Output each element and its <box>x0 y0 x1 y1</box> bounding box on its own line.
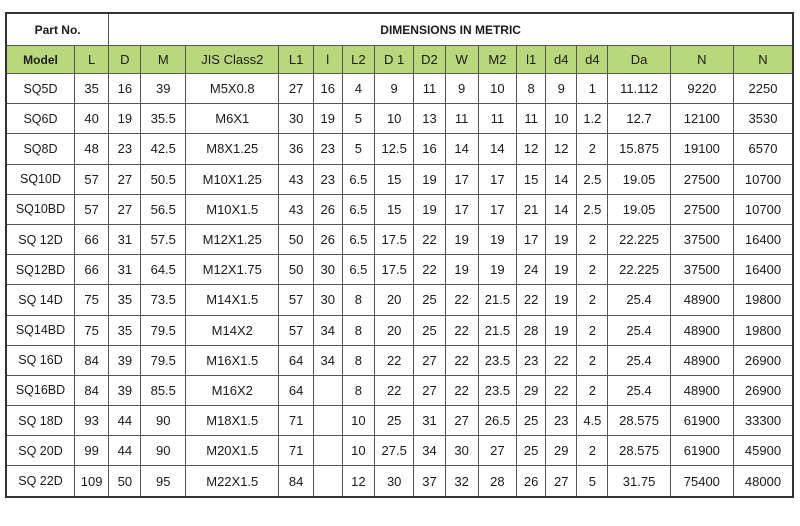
dimension-cell: 34 <box>313 345 342 375</box>
dimension-cell: 84 <box>75 345 109 375</box>
dimension-cell: 26 <box>313 224 342 254</box>
dimension-cell: 71 <box>279 436 313 466</box>
dimension-cell: 50 <box>279 224 313 254</box>
column-header: l <box>313 46 342 74</box>
dimension-cell: 33300 <box>734 406 794 436</box>
dimension-cell: 1 <box>577 74 608 104</box>
dimension-cell: 50 <box>109 466 141 497</box>
column-header: L2 <box>342 46 374 74</box>
part-number-cell: SQ 16D <box>6 345 75 375</box>
dimension-cell: 17.5 <box>374 255 413 285</box>
part-number-cell: SQ8D <box>6 134 75 164</box>
dimension-cell: 14 <box>546 194 577 224</box>
dimension-cell: M20X1.5 <box>186 436 279 466</box>
dimension-cell: 27 <box>109 164 141 194</box>
dimension-cell: 17 <box>445 164 478 194</box>
dimension-cell <box>313 375 342 405</box>
dimension-cell: 57.5 <box>141 224 186 254</box>
dimension-cell: 19 <box>546 224 577 254</box>
dimension-cell: 56.5 <box>141 194 186 224</box>
column-header: d4 <box>546 46 577 74</box>
dimension-cell: 48900 <box>670 375 733 405</box>
column-header: l1 <box>517 46 546 74</box>
dimension-cell: 40 <box>75 104 109 134</box>
dimension-cell: 35.5 <box>141 104 186 134</box>
table-row <box>6 285 793 315</box>
dimension-cell: 66 <box>75 255 109 285</box>
dimension-cell: 75 <box>75 315 109 345</box>
dimension-cell: 5 <box>577 466 608 497</box>
dimension-cell: 30 <box>279 104 313 134</box>
dimension-cell: 16 <box>313 74 342 104</box>
part-number-cell: SQ 12D <box>6 224 75 254</box>
dimension-cell: 2 <box>577 315 608 345</box>
dimension-cell: 64 <box>279 375 313 405</box>
dimension-cell: 10 <box>342 406 374 436</box>
part-number-cell: SQ 22D <box>6 466 75 497</box>
dimension-cell: 25 <box>517 406 546 436</box>
dimension-cell: 28 <box>517 315 546 345</box>
dimension-cell: 23 <box>313 164 342 194</box>
dimension-cell: 48900 <box>670 345 733 375</box>
dimension-cell: 50 <box>279 255 313 285</box>
dimension-cell: 11 <box>445 104 478 134</box>
column-header: D 1 <box>374 46 413 74</box>
dimension-cell: 25.4 <box>608 285 670 315</box>
dimension-cell: 37 <box>414 466 445 497</box>
dimension-cell: 17 <box>445 194 478 224</box>
column-header: L <box>75 46 109 74</box>
dimension-cell: 6.5 <box>342 224 374 254</box>
dimension-cell: 22.225 <box>608 255 670 285</box>
dimension-cell: 57 <box>75 164 109 194</box>
dimension-cell: 84 <box>75 375 109 405</box>
dimension-cell: 12 <box>342 466 374 497</box>
column-header: d4 <box>577 46 608 74</box>
dimension-cell: 79.5 <box>141 315 186 345</box>
dimension-cell: 22 <box>445 345 478 375</box>
dimension-cell: 34 <box>313 315 342 345</box>
dimension-cell: M16X1.5 <box>186 345 279 375</box>
dimension-cell: 10700 <box>734 164 794 194</box>
dimension-cell: 6570 <box>734 134 794 164</box>
dimension-cell: 16 <box>414 134 445 164</box>
dimension-cell: 31 <box>109 255 141 285</box>
dimension-cell: 8 <box>342 375 374 405</box>
dimension-cell: 4 <box>342 74 374 104</box>
part-number-cell: SQ12BD <box>6 255 75 285</box>
dimension-cell: 14 <box>478 134 516 164</box>
dimension-cell: 28 <box>478 466 516 497</box>
table-row <box>6 255 793 285</box>
dimension-cell: 9 <box>374 74 413 104</box>
dimension-cell: 12 <box>517 134 546 164</box>
dimension-cell: 3530 <box>734 104 794 134</box>
table-row <box>6 406 793 436</box>
table-row <box>6 74 793 104</box>
table-row <box>6 315 793 345</box>
dimension-cell: 30 <box>374 466 413 497</box>
dimension-cell: 73.5 <box>141 285 186 315</box>
dimension-cell: 39 <box>109 375 141 405</box>
dimension-cell: 24 <box>517 255 546 285</box>
dimension-cell: 13 <box>414 104 445 134</box>
dimension-cell: 64 <box>279 345 313 375</box>
dimension-cell: 12 <box>546 134 577 164</box>
dimension-cell: 22 <box>445 375 478 405</box>
dimension-cell: 19 <box>478 255 516 285</box>
dimension-cell <box>313 466 342 497</box>
dimension-cell: 15 <box>374 164 413 194</box>
column-header: D <box>109 46 141 74</box>
dimension-cell: M14X1.5 <box>186 285 279 315</box>
dimension-cell: 27500 <box>670 194 733 224</box>
dimension-cell: 22 <box>445 285 478 315</box>
dimension-cell: 26.5 <box>478 406 516 436</box>
dimension-cell: 30 <box>313 285 342 315</box>
dimension-cell: M16X2 <box>186 375 279 405</box>
dimension-cell: M18X1.5 <box>186 406 279 436</box>
table-row <box>6 224 793 254</box>
dimension-cell: 75400 <box>670 466 733 497</box>
table-row <box>6 436 793 466</box>
dimension-cell: 2 <box>577 285 608 315</box>
dimension-cell: M10X1.25 <box>186 164 279 194</box>
dimension-cell: 79.5 <box>141 345 186 375</box>
part-number-cell: SQ10BD <box>6 194 75 224</box>
column-header: W <box>445 46 478 74</box>
dimension-cell: M14X2 <box>186 315 279 345</box>
dimension-cell: 16400 <box>734 255 794 285</box>
dimension-cell: 35 <box>109 315 141 345</box>
dimension-cell: 36 <box>279 134 313 164</box>
dimension-cell: M8X1.25 <box>186 134 279 164</box>
dimension-cell: 15.875 <box>608 134 670 164</box>
dimension-cell: 19 <box>546 315 577 345</box>
dimension-cell: 2 <box>577 375 608 405</box>
dimension-cell: 11.112 <box>608 74 670 104</box>
dimension-cell: 32 <box>445 466 478 497</box>
dimension-cell: 109 <box>75 466 109 497</box>
dimension-cell: 14 <box>445 134 478 164</box>
dimension-cell: 19800 <box>734 315 794 345</box>
dimension-cell: 2 <box>577 436 608 466</box>
dimension-cell: 29 <box>517 375 546 405</box>
dimension-cell: 25 <box>374 406 413 436</box>
dimension-cell: 17 <box>478 164 516 194</box>
dimension-cell: 19 <box>109 104 141 134</box>
dimension-cell: 43 <box>279 194 313 224</box>
dimension-cell: 28.575 <box>608 436 670 466</box>
dimension-cell: 6.5 <box>342 255 374 285</box>
dimension-cell: 8 <box>342 315 374 345</box>
dimension-cell: M12X1.25 <box>186 224 279 254</box>
table-row <box>6 375 793 405</box>
dimension-cell: 22 <box>414 255 445 285</box>
dimension-cell: 19 <box>478 224 516 254</box>
dimension-cell: M5X0.8 <box>186 74 279 104</box>
dimension-cell: 27 <box>445 406 478 436</box>
dimension-cell: 30 <box>445 436 478 466</box>
dimension-cell: 9 <box>546 74 577 104</box>
dimension-cell: 19 <box>546 285 577 315</box>
dimension-cell: 57 <box>279 315 313 345</box>
dimension-cell: 28.575 <box>608 406 670 436</box>
dimension-cell: 39 <box>109 345 141 375</box>
table-body <box>6 74 793 497</box>
table-title-row <box>6 13 793 46</box>
table-row <box>6 194 793 224</box>
dimension-cell: 22 <box>546 375 577 405</box>
dimension-cell: 31.75 <box>608 466 670 497</box>
dimension-cell: 19 <box>445 224 478 254</box>
column-header: Da <box>608 46 670 74</box>
dimension-cell: 27 <box>414 375 445 405</box>
dimension-cell: 39 <box>141 74 186 104</box>
dimension-cell: 19800 <box>734 285 794 315</box>
dimension-cell: 14 <box>546 164 577 194</box>
dimension-cell: 57 <box>75 194 109 224</box>
part-number-cell: SQ16BD <box>6 375 75 405</box>
dimension-cell: 2.5 <box>577 164 608 194</box>
dimension-cell: 19.05 <box>608 194 670 224</box>
dimension-cell: 22 <box>517 285 546 315</box>
dimension-cell: 22 <box>414 224 445 254</box>
dimension-cell: 2 <box>577 255 608 285</box>
dimension-cell: 19 <box>414 164 445 194</box>
dimension-cell: 57 <box>279 285 313 315</box>
dimension-cell: 8 <box>342 285 374 315</box>
dimension-cell: M22X1.5 <box>186 466 279 497</box>
dimension-cell: 11 <box>478 104 516 134</box>
dimension-cell: 2 <box>577 134 608 164</box>
dimension-cell: 12.7 <box>608 104 670 134</box>
dimension-cell: 4.5 <box>577 406 608 436</box>
dimension-cell: 15 <box>517 164 546 194</box>
dimension-cell: 19 <box>414 194 445 224</box>
dimension-cell: 61900 <box>670 406 733 436</box>
dimension-cell: 10 <box>478 74 516 104</box>
part-number-cell: SQ 20D <box>6 436 75 466</box>
dimension-cell: 25.4 <box>608 315 670 345</box>
table-row <box>6 164 793 194</box>
dimension-cell: M6X1 <box>186 104 279 134</box>
dimension-cell: 71 <box>279 406 313 436</box>
dimension-cell: 19100 <box>670 134 733 164</box>
dimension-cell: 43 <box>279 164 313 194</box>
dimension-cell: 2250 <box>734 74 794 104</box>
dimension-cell: 25 <box>414 315 445 345</box>
dimension-cell: 5 <box>342 104 374 134</box>
dimension-cell: 22 <box>374 345 413 375</box>
dimension-cell: 35 <box>109 285 141 315</box>
dimensions-table <box>5 12 794 498</box>
table-row <box>6 466 793 497</box>
dimension-cell: 6.5 <box>342 164 374 194</box>
spec-table-container <box>5 12 794 520</box>
dimension-cell: 12.5 <box>374 134 413 164</box>
dimension-cell: 19 <box>546 255 577 285</box>
dimension-cell: 2.5 <box>577 194 608 224</box>
dimension-cell: 37500 <box>670 224 733 254</box>
dimension-cell: 84 <box>279 466 313 497</box>
dimension-cell: 2 <box>577 345 608 375</box>
dimension-cell: 48900 <box>670 315 733 345</box>
column-header: M <box>141 46 186 74</box>
dimension-cell: 1.2 <box>577 104 608 134</box>
dimension-cell: 26900 <box>734 375 794 405</box>
dimension-cell: 23 <box>313 134 342 164</box>
dimension-cell: 23 <box>109 134 141 164</box>
dimension-cell: 30 <box>313 255 342 285</box>
dimension-cell: 29 <box>546 436 577 466</box>
dimension-cell: 22 <box>546 345 577 375</box>
dimension-cell: 25 <box>517 436 546 466</box>
dimension-cell: 10 <box>546 104 577 134</box>
dimension-cell: 44 <box>109 406 141 436</box>
dimension-cell: 22 <box>445 315 478 345</box>
dimension-cell <box>313 406 342 436</box>
table-row <box>6 104 793 134</box>
dimension-cell: 50.5 <box>141 164 186 194</box>
dimension-cell: 23.5 <box>478 345 516 375</box>
column-header: D2 <box>414 46 445 74</box>
dimension-cell: 27 <box>279 74 313 104</box>
dimension-cell: M10X1.5 <box>186 194 279 224</box>
column-header: L1 <box>279 46 313 74</box>
dimension-cell: 5 <box>342 134 374 164</box>
dimension-cell: 48 <box>75 134 109 164</box>
part-no-header: Part No. <box>6 13 109 46</box>
dimension-cell: 26900 <box>734 345 794 375</box>
dimension-cell: 23.5 <box>478 375 516 405</box>
part-number-cell: SQ10D <box>6 164 75 194</box>
dimension-cell: 23 <box>546 406 577 436</box>
dimension-cell: 31 <box>109 224 141 254</box>
dimension-cell: 20 <box>374 285 413 315</box>
dimension-cell: 27 <box>478 436 516 466</box>
dimension-cell: 48900 <box>670 285 733 315</box>
dimension-cell: 27.5 <box>374 436 413 466</box>
dimension-cell: 66 <box>75 224 109 254</box>
dimension-cell: 25.4 <box>608 345 670 375</box>
column-header: Model <box>6 46 75 74</box>
dimension-cell <box>313 436 342 466</box>
dimension-cell: 17 <box>478 194 516 224</box>
dimension-cell: 9 <box>445 74 478 104</box>
column-header: N <box>670 46 733 74</box>
column-header: N <box>734 46 794 74</box>
dimension-cell: 21.5 <box>478 285 516 315</box>
dimension-cell: 25.4 <box>608 375 670 405</box>
dimension-cell: 26 <box>517 466 546 497</box>
dimension-cell: 16400 <box>734 224 794 254</box>
dimension-cell: 8 <box>342 345 374 375</box>
dimension-cell: 21.5 <box>478 315 516 345</box>
dimension-cell: 27500 <box>670 164 733 194</box>
dimensions-header: DIMENSIONS IN METRIC <box>109 13 793 46</box>
column-header-row <box>6 46 793 74</box>
dimension-cell: 93 <box>75 406 109 436</box>
dimension-cell: 17 <box>517 224 546 254</box>
dimension-cell: 19.05 <box>608 164 670 194</box>
dimension-cell: 22 <box>374 375 413 405</box>
dimension-cell: 20 <box>374 315 413 345</box>
dimension-cell: 75 <box>75 285 109 315</box>
dimension-cell: 99 <box>75 436 109 466</box>
dimension-cell: 27 <box>414 345 445 375</box>
dimension-cell: 6.5 <box>342 194 374 224</box>
dimension-cell: 9220 <box>670 74 733 104</box>
part-number-cell: SQ 14D <box>6 285 75 315</box>
dimension-cell: 42.5 <box>141 134 186 164</box>
dimension-cell: 44 <box>109 436 141 466</box>
dimension-cell: 27 <box>546 466 577 497</box>
dimension-cell: 19 <box>313 104 342 134</box>
part-number-cell: SQ6D <box>6 104 75 134</box>
dimension-cell: 10700 <box>734 194 794 224</box>
dimension-cell: 15 <box>374 194 413 224</box>
dimension-cell: 31 <box>414 406 445 436</box>
dimension-cell: 27 <box>109 194 141 224</box>
dimension-cell: 12100 <box>670 104 733 134</box>
dimension-cell: 19 <box>445 255 478 285</box>
dimension-cell: 64.5 <box>141 255 186 285</box>
dimension-cell: 22.225 <box>608 224 670 254</box>
column-header: JIS Class2 <box>186 46 279 74</box>
dimension-cell: 10 <box>374 104 413 134</box>
dimension-cell: 8 <box>517 74 546 104</box>
table-row <box>6 134 793 164</box>
column-header: M2 <box>478 46 516 74</box>
dimension-cell: 37500 <box>670 255 733 285</box>
dimension-cell: 25 <box>414 285 445 315</box>
dimension-cell: 17.5 <box>374 224 413 254</box>
table-row <box>6 345 793 375</box>
dimension-cell: 23 <box>517 345 546 375</box>
dimension-cell: 45900 <box>734 436 794 466</box>
dimension-cell: 11 <box>517 104 546 134</box>
part-number-cell: SQ 18D <box>6 406 75 436</box>
dimension-cell: 85.5 <box>141 375 186 405</box>
dimension-cell: 26 <box>313 194 342 224</box>
dimension-cell: 10 <box>342 436 374 466</box>
dimension-cell: 21 <box>517 194 546 224</box>
dimension-cell: 90 <box>141 436 186 466</box>
dimension-cell: 11 <box>414 74 445 104</box>
dimension-cell: 48000 <box>734 466 794 497</box>
dimension-cell: 35 <box>75 74 109 104</box>
dimension-cell: 61900 <box>670 436 733 466</box>
dimension-cell: 90 <box>141 406 186 436</box>
part-number-cell: SQ5D <box>6 74 75 104</box>
dimension-cell: 34 <box>414 436 445 466</box>
dimension-cell: 2 <box>577 224 608 254</box>
dimension-cell: 16 <box>109 74 141 104</box>
dimension-cell: 95 <box>141 466 186 497</box>
part-number-cell: SQ14BD <box>6 315 75 345</box>
dimension-cell: M12X1.75 <box>186 255 279 285</box>
